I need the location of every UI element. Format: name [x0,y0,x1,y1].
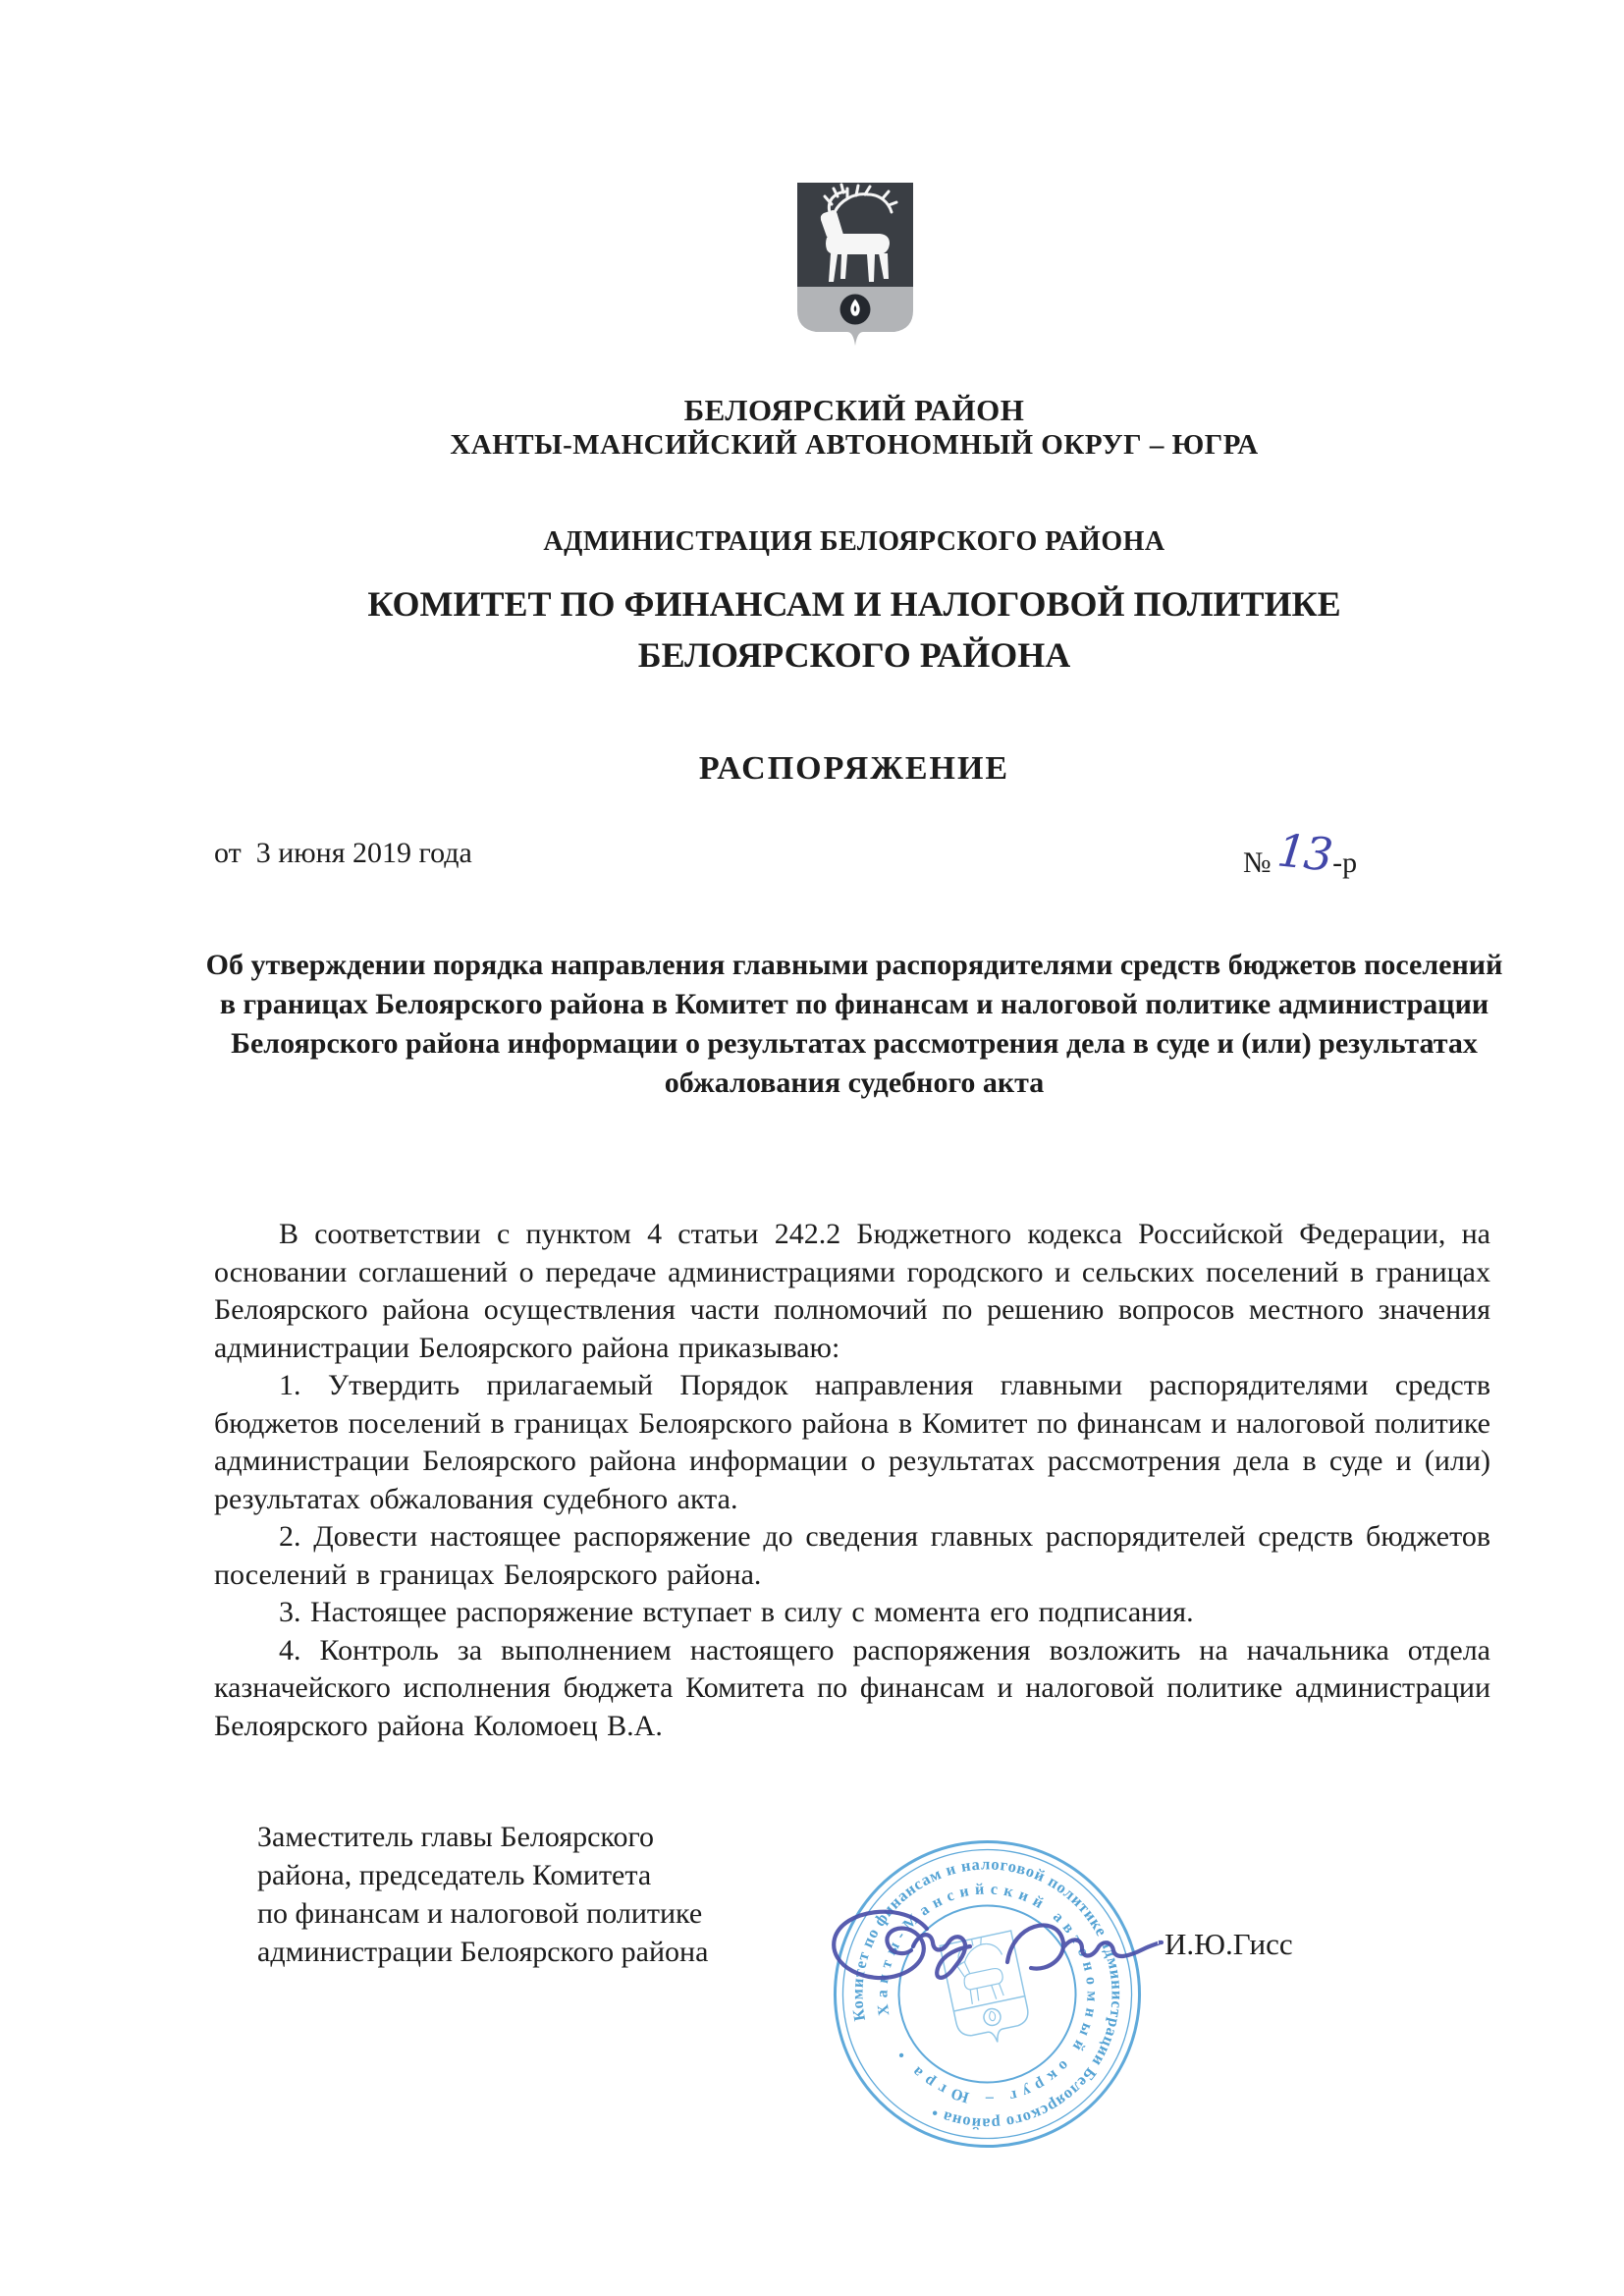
paragraph-item-4: 4. Контроль за выполнением настоящего распоряжения возложить на начальника отдела казначейского исполнения бюджета Комитета по финансам и налоговой политике администрации Белоярского района Коломоец В.А. [214,1633,1490,1742]
signatory-position [257,1818,708,1971]
position-line: Заместитель главы Белоярского [257,1821,655,1853]
position-line: администрации Белоярского района [257,1936,709,1968]
document-date: от 3 июня 2019 года [214,837,472,869]
stamp-inner-ring-text: Ханты-Мансийский автономный округ – Югра • [874,1881,1101,2107]
committee-name-line2: БЕЛОЯРСКОГО РАЙОНА [637,635,1071,675]
paragraph-item-3: 3. Настоящее распоряжение вступает в силу с момента его подписания. [279,1596,1194,1628]
district-name: БЕЛОЯРСКИЙ РАЙОН [683,393,1025,427]
flame-icon [840,295,871,325]
document-number [1243,823,1358,882]
paragraph-preamble: В соответствии с пунктом 4 статьи 242.2 Бюджетного кодекса Российской Федерации, на основании соглашений о передаче администрациями городского и сельских поселений в границах Белоярского района осуществления части полномочий по решению вопросов местного значения администрации Белоярского района приказываю: [214,1218,1490,1364]
position-line: по финансам и налоговой политике [257,1897,703,1930]
paragraph-item-2: 2. Довести настоящее распоряжение до сведения главных распорядителей средств бюджетов поселений в границах Белоярского района. [214,1520,1490,1591]
document-body [214,1216,1490,1745]
document-title: Об утверждении порядка направления главными распорядителями средств бюджетов поселений в границах Белоярского района в Комитет по финансам и налоговой политике администрации Белоярского района информации о результатах рассмотрения дела в суде и (или) результатах обжалования судебного акта [205,949,1503,1099]
coat-of-arms [797,183,913,350]
position-line: района, председатель Комитета [257,1859,652,1891]
number-sign: № [1243,847,1272,879]
paragraph-item-1: 1. Утвердить прилагаемый Порядок направления главными распорядителями средств бюджетов поселений в границах Белоярского района в Комитет по финансам и налоговой политике администрации Белоярского района информации о результатах рассмотрения дела в суде и (или) результатах обжалования судебного акта. [214,1369,1490,1515]
okrug-name: ХАНТЫ-МАНСИЙСКИЙ АВТОНОМНЫЙ ОКРУГ – ЮГРА [450,429,1259,461]
stamp-outer-ring-text: Комитет по финансам и налоговой политике администрации Белоярского района • [847,1854,1127,2134]
signatory-name: И.Ю.Гисс [1164,1927,1293,1961]
handwritten-signature [813,1887,1186,2015]
number-suffix: -р [1332,847,1358,879]
handwritten-number: 13 [1274,823,1333,882]
committee-name-line1: КОМИТЕТ ПО ФИНАНСАМ И НАЛОГОВОЙ ПОЛИТИКЕ [367,584,1341,624]
administration-name: АДМИНИСТРАЦИЯ БЕЛОЯРСКОГО РАЙОНА [543,526,1165,557]
document-type: РАСПОРЯЖЕНИЕ [698,750,1010,787]
